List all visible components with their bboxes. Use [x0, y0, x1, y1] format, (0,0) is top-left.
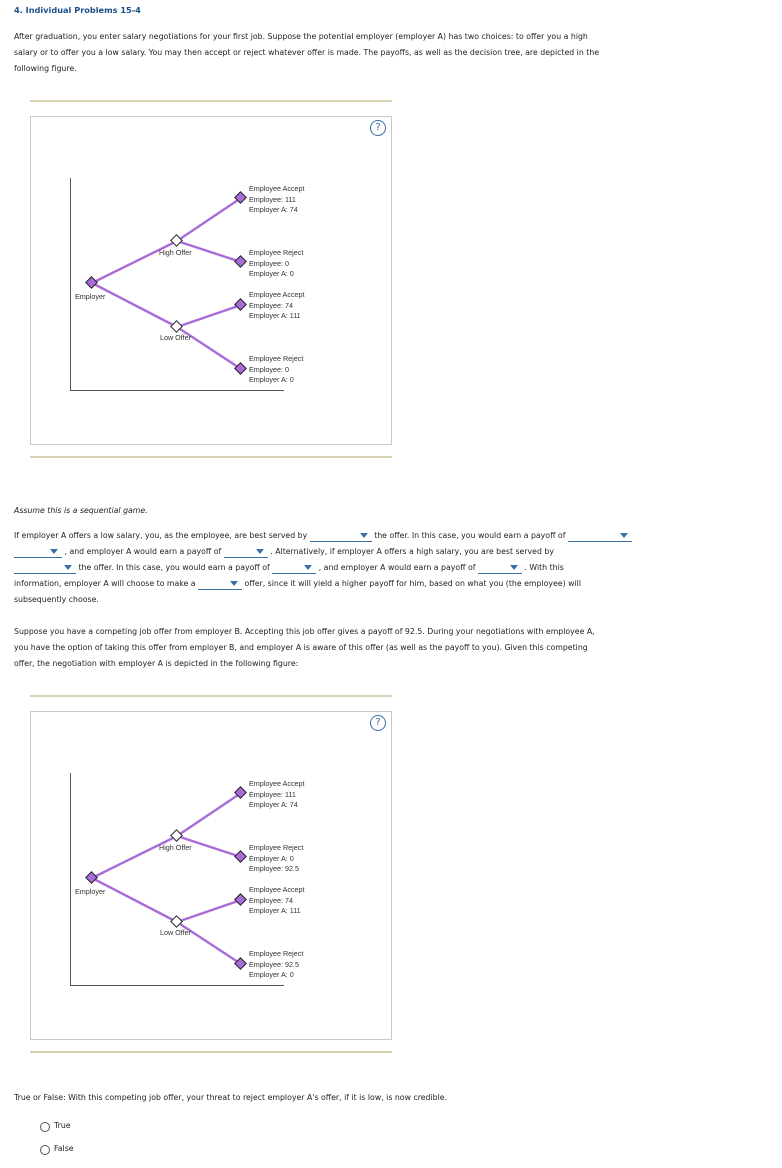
high-offer-label: High Offer — [159, 248, 192, 257]
leaf-payoffs: Employee Reject Employer A: 0 Employee: 92.5 — [249, 843, 304, 873]
intro-line: salary or to offer you a low salary. You may then accept or reject whatever offer is made. The payoffs, as well as the decision tree, are depicted in the — [14, 48, 600, 57]
fill-in-line: subsequently choose. — [14, 595, 99, 604]
fill-in-line: If employer A offers a low salary, you, as the employee, are best served by the offer. In this case, you would earn a payoff of — [14, 528, 632, 544]
competing-line: you have the option of taking this offer from employer B, and employer A is aware of this offer (as well as the payoff to you). Given this competing — [14, 643, 588, 652]
radio-true-label[interactable]: True — [54, 1121, 71, 1130]
leaf-payoffs: Employee Accept Employee: 74 Employer A: 111 — [249, 290, 305, 320]
radio-false-label[interactable]: False — [54, 1144, 74, 1153]
problem-title: 4. Individual Problems 15-4 — [14, 5, 141, 15]
branch-accept — [177, 793, 241, 836]
leaf-payoffs: Employee Reject Employee: 92.5 Employer A: 0 — [249, 949, 304, 979]
radio-true[interactable] — [40, 1122, 50, 1132]
intro-line: After graduation, you enter salary negotiations for your first job. Suppose the potential employer (employer A) has two choices: to offer you a high — [14, 32, 588, 41]
competing-line: Suppose you have a competing job offer from employer B. Accepting this job offer gives a payoff of 92.5. During your negotiations with employee A, — [14, 627, 595, 636]
branch-low — [92, 878, 177, 922]
leaf-payoffs: Employee Reject Employee: 0 Employer A: 0 — [249, 248, 304, 278]
fill-in-line: the offer. In this case, you would earn a payoff of , and employer A would earn a payoff of . With this — [14, 560, 564, 576]
divider — [30, 1051, 392, 1053]
intro-line: following figure. — [14, 64, 77, 73]
leaf-payoffs: Employee Accept Employee: 111 Employer A: 74 — [249, 184, 305, 214]
sequential-note: Assume this is a sequential game. — [14, 506, 148, 515]
true-false-question: True or False: With this competing job offer, your threat to reject employer A's offer, if it is low, is now credible. — [14, 1093, 448, 1102]
low-offer-label: Low Offer — [160, 928, 192, 937]
fill-in-line: information, employer A will choose to make a offer, since it will yield a higher payoff for him, based on what you (the employee) will — [14, 579, 582, 588]
leaf-payoffs: Employee Accept Employee: 74 Employer A: 111 — [249, 885, 305, 915]
leaf-payoffs: Employee Accept Employee: 111 Employer A: 74 — [249, 779, 305, 809]
employer-label: Employer — [75, 887, 106, 896]
high-offer-label: High Offer — [159, 843, 192, 852]
branch-accept — [177, 900, 241, 922]
help-button[interactable]: ? — [370, 120, 386, 136]
competing-line: offer, the negotiation with employer A is depicted in the following figure: — [14, 659, 299, 668]
radio-false[interactable] — [40, 1145, 50, 1155]
leaf-payoffs: Employee Reject Employee: 0 Employer A: 0 — [249, 354, 304, 384]
low-offer-label: Low Offer — [160, 333, 192, 342]
employer-label: Employer — [75, 292, 106, 301]
fill-in-line: , and employer A would earn a payoff of . Alternatively, if employer A offers a high salary, you are best served by — [14, 544, 554, 560]
help-button[interactable]: ? — [370, 715, 386, 731]
